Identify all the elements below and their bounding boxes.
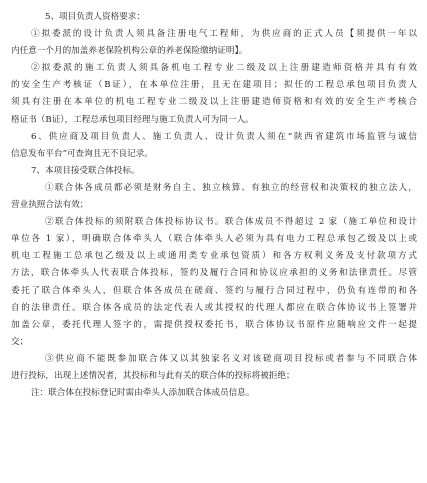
text-line: 营业执照合法有效； bbox=[11, 200, 89, 211]
text-line: 方法，联合体牵头人代表联合体投标，签约及履行合同和协议应承担的义务和法律责任。尽管 bbox=[11, 268, 417, 279]
text-line: 委托了联合体牵头人，但联合体各成员在磋商、签约与履行合同过程中，仍负有连带的和各 bbox=[11, 285, 417, 296]
text-line: 格证书（B证），工程总承包项目经理与施工负责人可为同一人。 bbox=[11, 114, 254, 125]
text-line: 7、本项目接受联合体投标。 bbox=[31, 165, 140, 176]
text-line: 进行投标，出现上述情况者，其投标和与此有关的联合体的投标将被拒绝； bbox=[11, 370, 295, 381]
text-line: 须具有注册在本单位的机电工程专业二级及以上注册建造师资格和有效的安全生产考核合 bbox=[11, 97, 417, 108]
text-line: ①拟委派的设计负责人须具备注册电气工程师，为供应商的正式人员【须提供一年以 bbox=[31, 29, 417, 40]
text-line: 内任意一个月的加盖养老保险机构公章的养老保险缴纳证明】。 bbox=[11, 46, 248, 57]
text-line: 交； bbox=[11, 336, 29, 347]
text-line: ①联合体各成员都必须是财务自主、独立核算、有独立的经营权和决策权的独立法人， bbox=[45, 182, 417, 193]
text-line: 5、项目负责人资格要求： bbox=[45, 12, 145, 22]
text-line: 注：联合体在投标登记时需由牵头人添加联合体成员信息。 bbox=[31, 388, 255, 399]
text-line: 信息发布平台”可查询且无不良记录。 bbox=[11, 148, 153, 159]
text-line: 6、供应商及项目负责人、施工负责人、设计负责人须在“陕西省建筑市场监管与诚信 bbox=[31, 131, 417, 142]
text-line: ③供应商不能既参加联合体又以其独家名义对该磋商项目投标或者参与不同联合体 bbox=[45, 353, 417, 364]
text-line: 加盖公章，委托代理人签字的，需提供授权委托书，联合体协议书原件应随响应文件一起提 bbox=[11, 319, 417, 330]
text-line: 自的法律责任。联合体各成员的法定代表人或其授权的代理人都应在联合体协议书上签署并 bbox=[11, 302, 417, 313]
text-line: 的安全生产考核证（B证），在本单位注册，且无在建项目；拟任的工程总承包项目负责人 bbox=[11, 80, 417, 91]
text-line: ②联合体投标的须附联合体投标协议书。联合体成员不得超过 2 家（施工单位和设计 bbox=[45, 217, 417, 228]
text-line: 单位各 1 家），明确联合体牵头人（联合体牵头人必须为具有电力工程总承包乙级及以上或 bbox=[11, 234, 417, 245]
text-line: 机电工程施工总承包乙级及以上或通用类专业承包资质）和各方权利义务及支付款项方式 bbox=[11, 251, 417, 262]
text-line: ②拟委派的施工负责人须具备机电工程专业二级及以上注册建造师资格并具有有效 bbox=[31, 63, 417, 74]
